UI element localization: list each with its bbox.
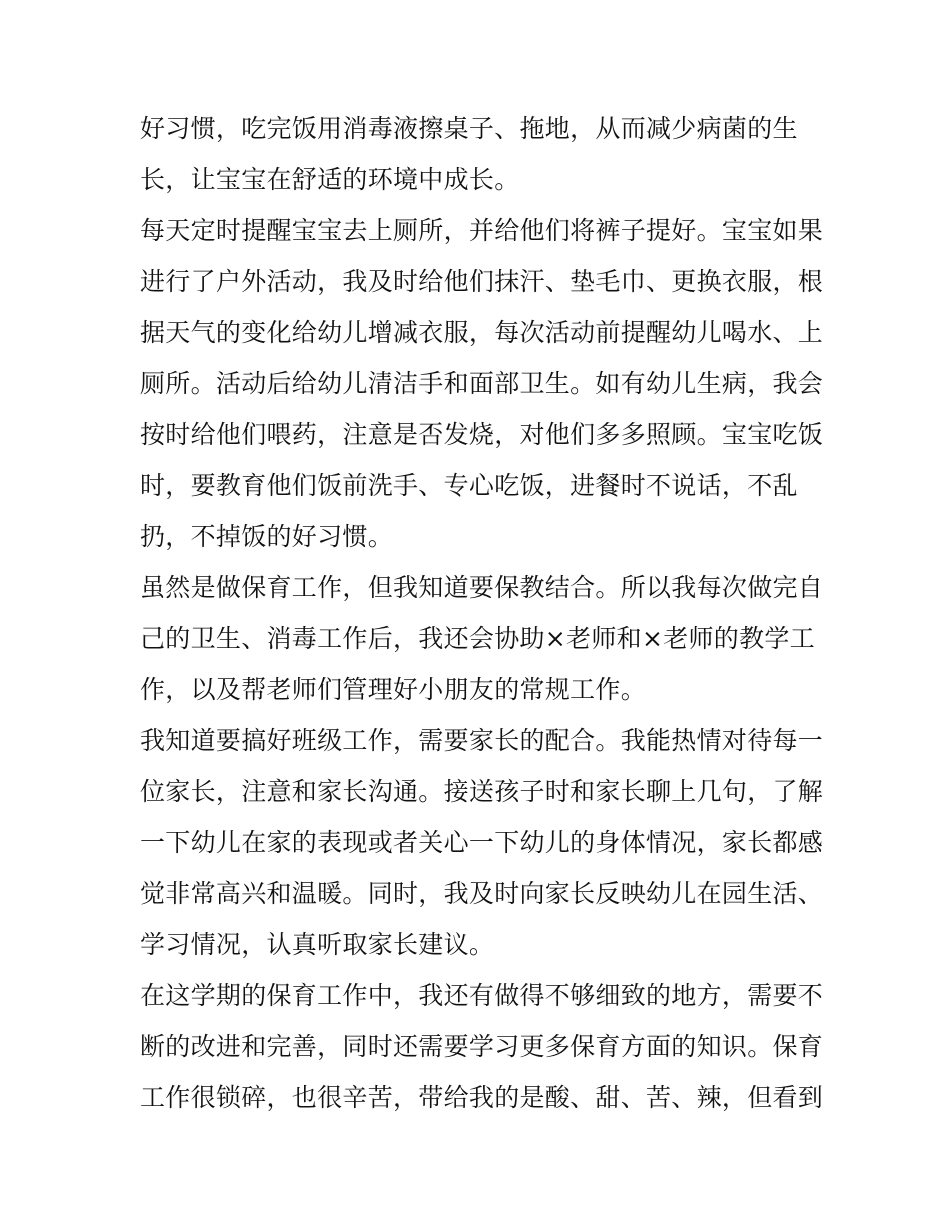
text-line: 在这学期的保育工作中，我还有做得不够细致的地方，需要不 xyxy=(140,981,824,1010)
text-line: 断的改进和完善，同时还需要学习更多保育方面的知识。保育 xyxy=(140,1032,824,1061)
text-line: 学习情况，认真听取家长建议。 xyxy=(140,930,495,959)
text-line: 觉非常高兴和温暖。同时，我及时向家长反映幼儿在园生活、 xyxy=(140,879,824,908)
text-line: 厕所。活动后给幼儿清洁手和面部卫生。如有幼儿生病，我会 xyxy=(140,369,824,398)
text-line: 我知道要搞好班级工作，需要家长的配合。我能热情对待每一 xyxy=(140,726,824,755)
text-line: 进行了户外活动，我及时给他们抹汗、垫毛巾、更换衣服，根 xyxy=(140,267,824,296)
text-line: 作，以及帮老师们管理好小朋友的常规工作。 xyxy=(140,675,647,704)
text-line: 长，让宝宝在舒适的环境中成长。 xyxy=(140,165,520,194)
text-line: 按时给他们喂药，注意是否发烧，对他们多多照顾。宝宝吃饭 xyxy=(140,420,824,449)
text-line: 据天气的变化给幼儿增减衣服，每次活动前提醒幼儿喝水、上 xyxy=(140,318,824,347)
text-line: 虽然是做保育工作，但我知道要保教结合。所以我每次做完自 xyxy=(140,573,824,602)
text-line: 扔，不掉饭的好习惯。 xyxy=(140,522,394,551)
text-line: 工作很锁碎，也很辛苦，带给我的是酸、甜、苦、辣，但看到 xyxy=(140,1083,824,1112)
text-line: 一下幼儿在家的表现或者关心一下幼儿的身体情况，家长都感 xyxy=(140,828,824,857)
text-line: 每天定时提醒宝宝去上厕所，并给他们将裤子提好。宝宝如果 xyxy=(140,216,824,245)
text-line: 时，要教育他们饭前洗手、专心吃饭，进餐时不说话，不乱 xyxy=(140,471,798,500)
body-text xyxy=(140,103,824,1123)
text-line: 位家长，注意和家长沟通。接送孩子时和家长聊上几句，了解 xyxy=(140,777,824,806)
text-line: 己的卫生、消毒工作后，我还会协助×老师和×老师的教学工 xyxy=(140,624,815,653)
text-line: 好习惯，吃完饭用消毒液擦桌子、拖地，从而减少病菌的生 xyxy=(140,114,798,143)
